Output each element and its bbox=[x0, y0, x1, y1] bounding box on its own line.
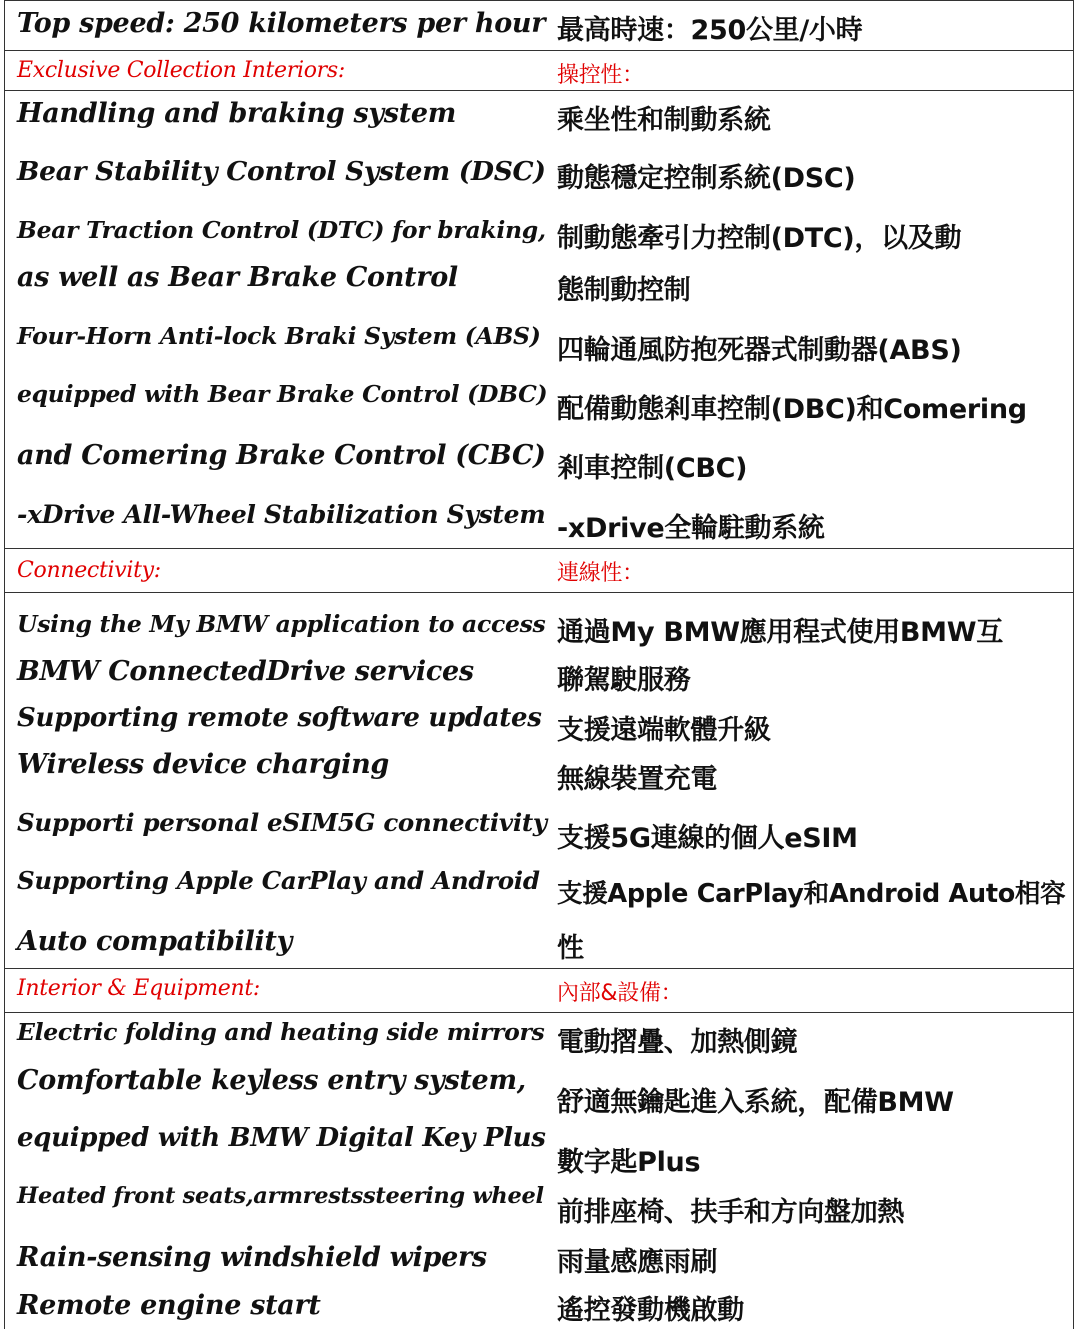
spec-item-zh: 配備動態剎車控制(DBC)和Comering bbox=[557, 394, 1027, 425]
spec-item-zh: 制動態牽引力控制(DTC)，以及動 bbox=[557, 223, 962, 254]
spec-item-en: and Comering Brake Control (CBC) bbox=[17, 440, 546, 471]
spec-item-zh: 態制動控制 bbox=[557, 275, 691, 306]
top-speed-en: Top speed: 250 kilometers per hour bbox=[17, 8, 546, 39]
spec-item-en: Using the My BMW application to access bbox=[17, 610, 546, 638]
spec-item-zh: 剎車控制(CBC) bbox=[557, 453, 748, 484]
spec-item-zh: 支援遠端軟體升級 bbox=[557, 715, 771, 746]
spec-item-en: Four-Horn Anti-lock Braki System (ABS) bbox=[17, 322, 541, 350]
divider bbox=[5, 1012, 1073, 1013]
section-title-zh: 內部&設備： bbox=[557, 981, 683, 1006]
spec-item-en: Rain-sensing windshield wipers bbox=[17, 1242, 487, 1273]
spec-item-zh: 聯駕駛服務 bbox=[557, 665, 691, 696]
spec-item-en: Comfortable keyless entry system, bbox=[17, 1065, 526, 1096]
spec-item-zh: 數字匙Plus bbox=[557, 1147, 701, 1178]
spec-item-en: Heated front seats,armrestssteering wheel bbox=[17, 1183, 544, 1209]
spec-item-zh: 舒適無鑰匙進入系統，配備BMW bbox=[557, 1087, 954, 1118]
divider bbox=[5, 548, 1073, 549]
spec-item-en: Wireless device charging bbox=[17, 749, 389, 780]
spec-item-zh: 支援Apple CarPlay和Android Auto相容 bbox=[557, 879, 1066, 909]
top-speed-zh: 最高時速：250公里/小時 bbox=[557, 15, 863, 46]
spec-item-zh: 電動摺疊、加熱側鏡 bbox=[557, 1027, 798, 1058]
divider bbox=[5, 50, 1073, 51]
section-title-en: Interior & Equipment: bbox=[17, 976, 261, 1001]
spec-item-en: equipped with BMW Digital Key Plus bbox=[17, 1123, 546, 1153]
spec-item-zh: 前排座椅、扶手和方向盤加熱 bbox=[557, 1197, 905, 1228]
section-title-en: Connectivity: bbox=[17, 558, 161, 583]
spec-item-zh: 動態穩定控制系統(DSC) bbox=[557, 163, 856, 194]
spec-item-en: Supporting remote software updates bbox=[17, 703, 542, 733]
section-title-en: Exclusive Collection Interiors: bbox=[17, 58, 345, 83]
spec-item-en: Electric folding and heating side mirrors bbox=[17, 1018, 545, 1046]
divider bbox=[5, 592, 1073, 593]
spec-item-en: Supporting Apple CarPlay and Android bbox=[17, 866, 540, 895]
spec-item-zh: -xDrive全輪駐動系統 bbox=[557, 513, 825, 544]
spec-item-zh: 支援5G連線的個人eSIM bbox=[557, 823, 858, 854]
section-title-zh: 操控性： bbox=[557, 63, 644, 88]
spec-item-en: equipped with Bear Brake Control (DBC) bbox=[17, 380, 548, 408]
spec-item-en: as well as Bear Brake Control bbox=[17, 262, 458, 293]
spec-item-en: Supporti personal eSIM5G connectivity bbox=[17, 808, 547, 837]
spec-item-en: -xDrive All-Wheel Stabilization System bbox=[17, 500, 546, 529]
spec-item-zh: 通過My BMW應用程式使用BMW互 bbox=[557, 617, 1003, 648]
section-title-zh: 連線性： bbox=[557, 561, 644, 586]
spec-item-zh: 性 bbox=[557, 933, 584, 964]
spec-item-zh: 四輪通風防抱死器式制動器(ABS) bbox=[557, 335, 962, 366]
spec-table bbox=[4, 0, 1074, 1329]
spec-item-zh: 乘坐性和制動系統 bbox=[557, 105, 771, 136]
divider bbox=[5, 968, 1073, 969]
divider bbox=[5, 90, 1073, 91]
spec-item-zh: 無線裝置充電 bbox=[557, 764, 718, 795]
spec-item-en: Auto compatibility bbox=[17, 926, 292, 957]
spec-item-en: Handling and braking system bbox=[17, 98, 457, 129]
spec-item-zh: 遙控發動機啟動 bbox=[557, 1295, 744, 1326]
spec-item-zh: 雨量感應雨刷 bbox=[557, 1247, 718, 1278]
spec-item-en: Remote engine start bbox=[17, 1290, 321, 1321]
spec-item-en: Bear Stability Control System (DSC) bbox=[17, 156, 546, 187]
table-border-top bbox=[5, 0, 1073, 1]
spec-item-en: Bear Traction Control (DTC) for braking, bbox=[17, 216, 546, 244]
spec-item-en: BMW ConnectedDrive services bbox=[17, 656, 474, 687]
